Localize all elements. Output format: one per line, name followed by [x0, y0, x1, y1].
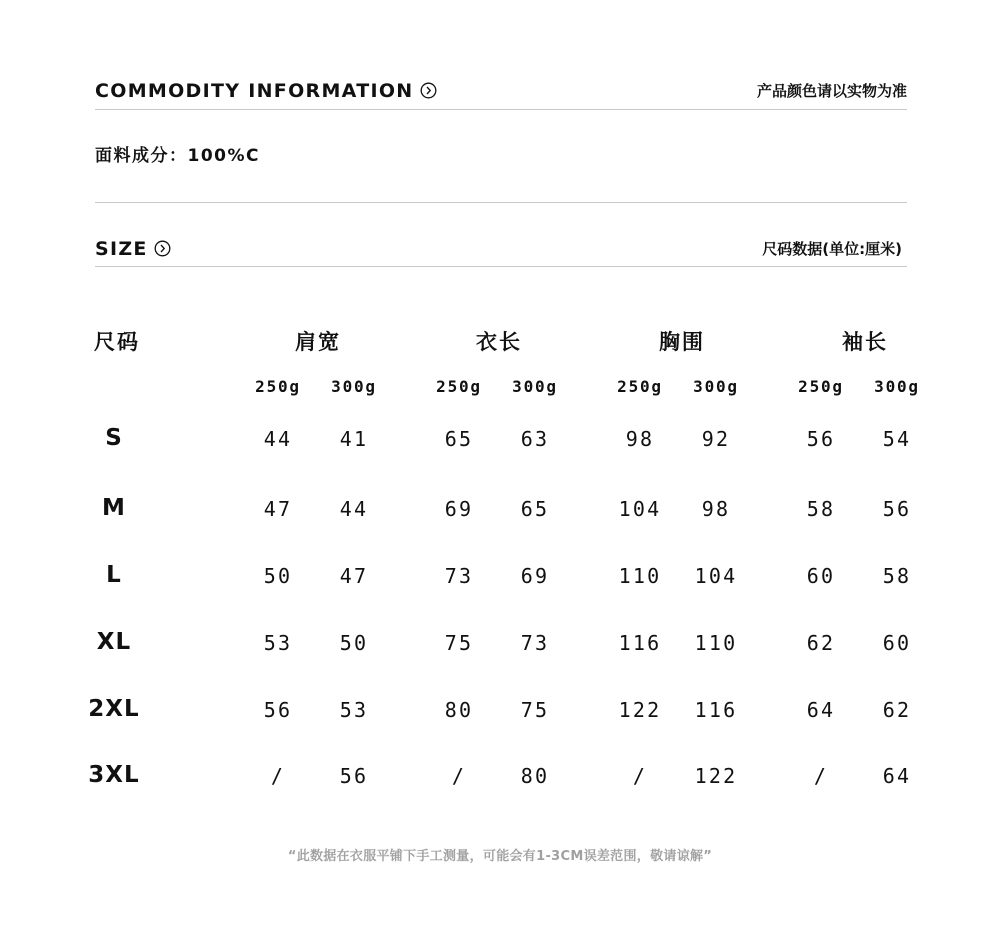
table-cell-length: 65: [444, 427, 474, 451]
table-cell-shoulder: 44: [339, 497, 369, 521]
table-cell-sleeve: 60: [882, 631, 912, 655]
table-cell-shoulder: 47: [339, 564, 369, 588]
table-cell-shoulder: 44: [263, 427, 293, 451]
table-cell-length: 80: [444, 698, 474, 722]
circle-arrow-right-icon: [154, 240, 171, 257]
weight-header-shoulder-250g: 250g: [255, 377, 301, 396]
table-cell-length: 69: [520, 564, 550, 588]
size-label: 2XL: [88, 696, 140, 722]
divider: [95, 202, 907, 203]
weight-header-chest-300g: 300g: [693, 377, 739, 396]
fabric-composition: 面料成分：100%C: [95, 146, 260, 166]
table-cell-length: 80: [520, 764, 550, 788]
size-title: SIZE: [95, 238, 148, 260]
color-disclaimer: 产品颜色请以实物为准: [756, 82, 907, 100]
table-cell-sleeve: 64: [806, 698, 836, 722]
table-cell-chest: /: [632, 764, 648, 788]
table-cell-length: /: [451, 764, 467, 788]
table-cell-chest: 98: [701, 497, 731, 521]
table-cell-length: 75: [520, 698, 550, 722]
table-cell-sleeve: 60: [806, 564, 836, 588]
table-cell-chest: 116: [694, 698, 738, 722]
size-label: S: [105, 425, 123, 451]
divider: [95, 109, 907, 110]
weight-header-length-250g: 250g: [436, 377, 482, 396]
weight-header-shoulder-300g: 300g: [331, 377, 377, 396]
table-cell-chest: 110: [694, 631, 738, 655]
table-cell-length: 73: [444, 564, 474, 588]
table-cell-shoulder: /: [270, 764, 286, 788]
shoulder-width-header: 肩宽: [295, 330, 341, 354]
table-cell-sleeve: 62: [882, 698, 912, 722]
size-column-header: 尺码: [94, 330, 140, 354]
table-cell-shoulder: 53: [339, 698, 369, 722]
table-cell-shoulder: 53: [263, 631, 293, 655]
table-cell-shoulder: 47: [263, 497, 293, 521]
circle-arrow-right-icon: [420, 82, 437, 99]
commodity-title: COMMODITY INFORMATION: [95, 80, 414, 102]
table-cell-chest: 98: [625, 427, 655, 451]
commodity-title-row: [95, 79, 437, 103]
size-label: M: [102, 495, 126, 521]
weight-header-sleeve-250g: 250g: [798, 377, 844, 396]
size-label: 3XL: [88, 762, 140, 788]
table-cell-sleeve: 64: [882, 764, 912, 788]
divider: [95, 266, 907, 267]
table-cell-shoulder: 56: [263, 698, 293, 722]
table-cell-length: 69: [444, 497, 474, 521]
size-label: XL: [96, 629, 132, 655]
table-cell-chest: 122: [694, 764, 738, 788]
table-cell-chest: 122: [618, 698, 662, 722]
table-cell-length: 73: [520, 631, 550, 655]
table-cell-length: 63: [520, 427, 550, 451]
table-cell-chest: 92: [701, 427, 731, 451]
sleeve-length-header: 袖长: [842, 330, 888, 354]
table-cell-shoulder: 56: [339, 764, 369, 788]
commodity-header: [95, 79, 907, 103]
length-header: 衣长: [476, 330, 522, 354]
weight-header-chest-250g: 250g: [617, 377, 663, 396]
table-cell-length: 65: [520, 497, 550, 521]
size-header: [95, 237, 907, 261]
size-unit-note: 尺码数据(单位:厘米): [762, 240, 902, 258]
table-cell-sleeve: 54: [882, 427, 912, 451]
table-cell-length: 75: [444, 631, 474, 655]
table-cell-chest: 104: [694, 564, 738, 588]
table-cell-shoulder: 41: [339, 427, 369, 451]
weight-header-sleeve-300g: 300g: [874, 377, 920, 396]
table-cell-shoulder: 50: [339, 631, 369, 655]
table-cell-chest: 116: [618, 631, 662, 655]
table-cell-sleeve: 62: [806, 631, 836, 655]
table-cell-sleeve: 58: [882, 564, 912, 588]
size-label: L: [106, 562, 122, 588]
table-cell-chest: 110: [618, 564, 662, 588]
table-cell-chest: 104: [618, 497, 662, 521]
table-cell-sleeve: 56: [806, 427, 836, 451]
weight-header-length-300g: 300g: [512, 377, 558, 396]
table-cell-shoulder: 50: [263, 564, 293, 588]
table-cell-sleeve: /: [813, 764, 829, 788]
size-title-row: [95, 237, 171, 261]
measurement-footnote: “此数据在衣服平铺下手工测量，可能会有1-3CM误差范围，敬请谅解”: [287, 849, 713, 864]
chest-header: 胸围: [659, 330, 705, 354]
table-cell-sleeve: 56: [882, 497, 912, 521]
table-cell-sleeve: 58: [806, 497, 836, 521]
